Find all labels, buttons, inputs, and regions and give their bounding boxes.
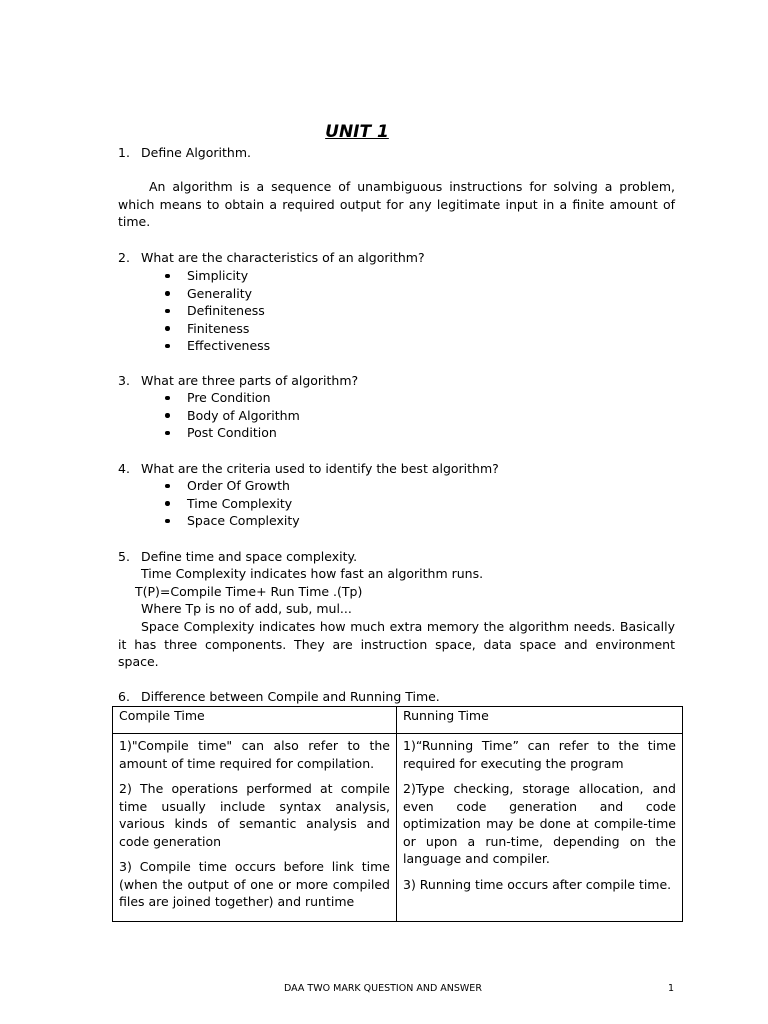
question-text: What are the criteria used to identify the best algorithm? bbox=[141, 461, 499, 476]
formula-explanation: Where Tp is no of add, sub, mul... bbox=[141, 601, 352, 616]
column-header-compile: Compile Time bbox=[113, 707, 397, 734]
list-item: Generality bbox=[163, 285, 270, 303]
characteristics-list bbox=[163, 267, 270, 355]
criteria-list bbox=[163, 477, 300, 530]
running-time-cell bbox=[397, 734, 683, 922]
running-point: 2)Type checking, storage allocation, and even code generation and code optimization may be done at compile-time or upon a run-time, depending on the language and compiler. bbox=[403, 781, 676, 866]
list-item: Definiteness bbox=[163, 302, 270, 320]
list-item: Space Complexity bbox=[163, 512, 300, 530]
compile-point: 3) Compile time occurs before link time (when the output of one or more compiled files are joined together) and runtime bbox=[119, 859, 390, 909]
question-number: 5. bbox=[118, 549, 130, 564]
column-header-running: Running Time bbox=[397, 707, 683, 734]
list-item: Effectiveness bbox=[163, 337, 270, 355]
question-number: 3. bbox=[118, 373, 130, 388]
answer-1: An algorithm is a sequence of unambiguous instructions for solving a problem, which means to obtain a required output for any legitimate input in a finite amount of time. bbox=[118, 179, 675, 229]
question-2 bbox=[118, 249, 678, 267]
question-number: 2. bbox=[118, 250, 130, 265]
list-item: Finiteness bbox=[163, 320, 270, 338]
question-text: Define time and space complexity. bbox=[141, 549, 358, 564]
page-title: UNIT 1 bbox=[325, 122, 389, 142]
question-1 bbox=[118, 144, 678, 162]
question-3 bbox=[118, 372, 678, 390]
question-text: What are three parts of algorithm? bbox=[141, 373, 359, 388]
compile-time-cell bbox=[113, 734, 397, 922]
compile-point: 1)"Compile time" can also refer to the amount of time required for compilation. bbox=[119, 738, 390, 771]
question-number: 1. bbox=[118, 145, 130, 160]
list-item: Time Complexity bbox=[163, 495, 300, 513]
question-text: Define Algorithm. bbox=[141, 145, 251, 160]
list-item: Simplicity bbox=[163, 267, 270, 285]
question-4 bbox=[118, 460, 678, 478]
list-item: Order Of Growth bbox=[163, 477, 300, 495]
question-6 bbox=[118, 688, 678, 706]
footer-text: DAA TWO MARK QUESTION AND ANSWER bbox=[284, 983, 482, 994]
time-complexity-definition: Time Complexity indicates how fast an algorithm runs. bbox=[141, 566, 484, 581]
question-5 bbox=[118, 548, 678, 566]
running-point: 1)“Running Time” can refer to the time required for executing the program bbox=[403, 738, 676, 771]
table-row bbox=[113, 734, 683, 922]
list-item: Body of Algorithm bbox=[163, 407, 300, 425]
time-complexity-formula: T(P)=Compile Time+ Run Time .(Tp) bbox=[135, 584, 363, 599]
list-item: Post Condition bbox=[163, 424, 300, 442]
running-point: 3) Running time occurs after compile time. bbox=[403, 876, 672, 892]
question-text: Difference between Compile and Running Time. bbox=[141, 689, 440, 704]
question-number: 6. bbox=[118, 689, 130, 704]
question-text: What are the characteristics of an algorithm? bbox=[141, 250, 425, 265]
table-header-row bbox=[113, 707, 683, 734]
compile-point: 2) The operations performed at compile time usually include syntax analysis, various kinds of semantic analysis and code generation bbox=[119, 781, 390, 849]
question-number: 4. bbox=[118, 461, 130, 476]
page-number: 1 bbox=[668, 983, 675, 994]
parts-list bbox=[163, 389, 300, 442]
list-item: Pre Condition bbox=[163, 389, 300, 407]
comparison-table bbox=[112, 706, 683, 922]
space-complexity-definition: Space Complexity indicates how much extra memory the algorithm needs. Basically it has three components. They are instruction space, data space and environment space. bbox=[118, 619, 675, 669]
